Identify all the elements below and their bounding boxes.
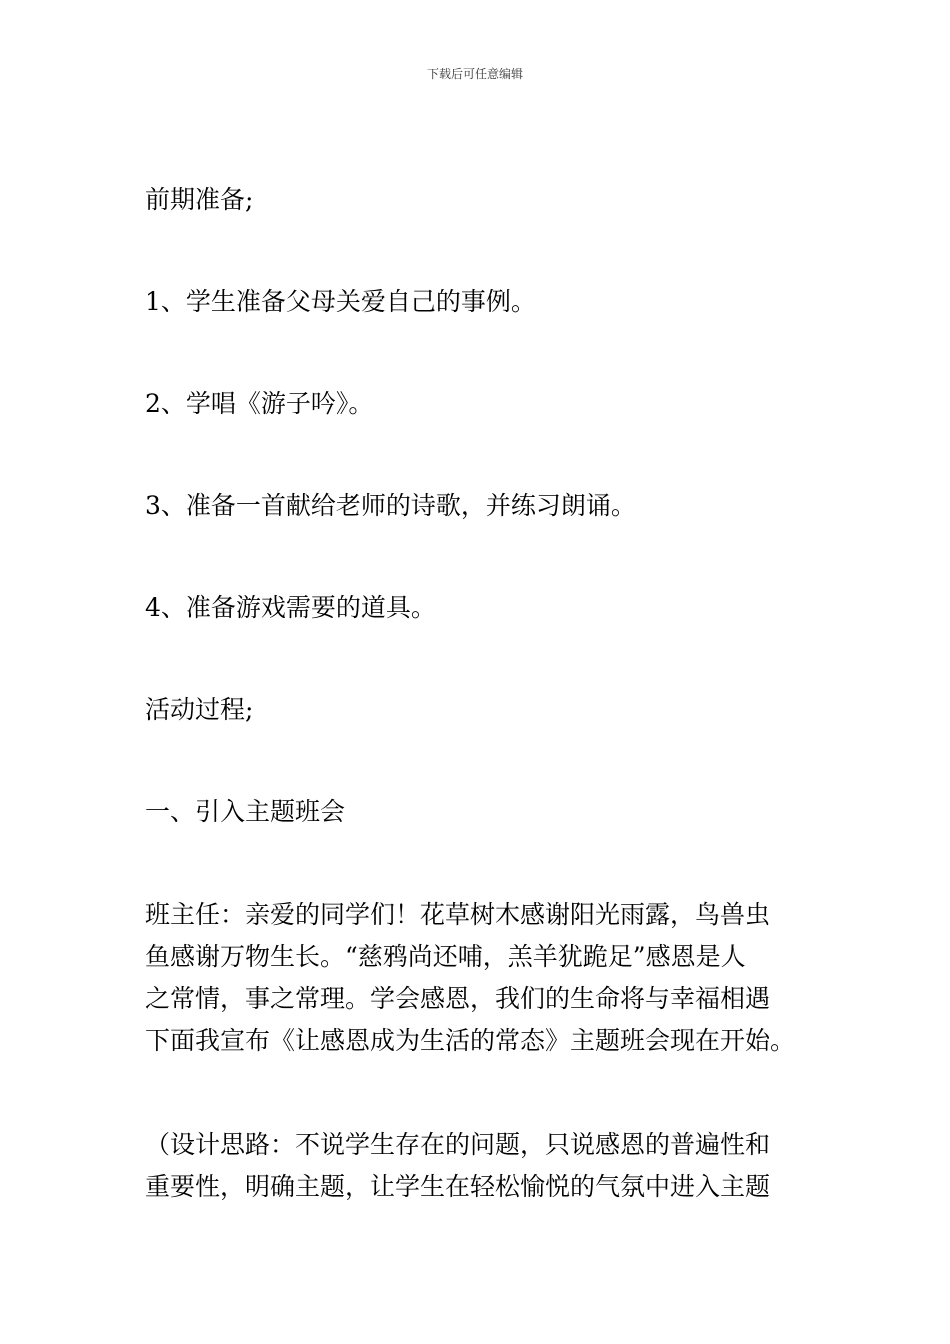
design-note-line: 重要性，明确主题，让学生在轻松愉悦的气氛中进入主题 — [145, 1172, 771, 1201]
teacher-paragraph — [145, 894, 810, 1062]
process-heading: 活动过程; — [145, 695, 254, 724]
teacher-paragraph-line: 鱼感谢万物生长。“慈鸦尚还哺，羔羊犹跪足”感恩是人 — [145, 942, 746, 971]
teacher-paragraph-line: 下面我宣布《让感恩成为生活的常态》主题班会现在开始。 — [145, 1026, 796, 1055]
page-header: 下载后可任意编辑 — [426, 67, 523, 81]
teacher-paragraph-line: 班主任：亲爱的同学们！花草树木感谢阳光雨露，鸟兽虫 — [145, 900, 771, 929]
preparation-item-2: 2、学唱《游子吟》。 — [145, 389, 374, 418]
preparation-item-4: 4、准备游戏需要的道具。 — [145, 593, 436, 622]
document-body — [145, 180, 810, 1270]
preparation-heading: 前期准备; — [145, 185, 254, 214]
preparation-item-3: 3、准备一首献给老师的诗歌，并练习朗诵。 — [145, 491, 636, 520]
section-one-heading: 一、引入主题班会 — [145, 797, 346, 826]
preparation-item-1: 1、学生准备父母关爱自己的事例。 — [145, 287, 536, 316]
design-note-paragraph — [145, 1124, 810, 1208]
design-note-line: （设计思路：不说学生存在的问题，只说感恩的普遍性和 — [145, 1130, 771, 1159]
teacher-paragraph-line: 之常情，事之常理。学会感恩，我们的生命将与幸福相遇 — [145, 984, 771, 1013]
